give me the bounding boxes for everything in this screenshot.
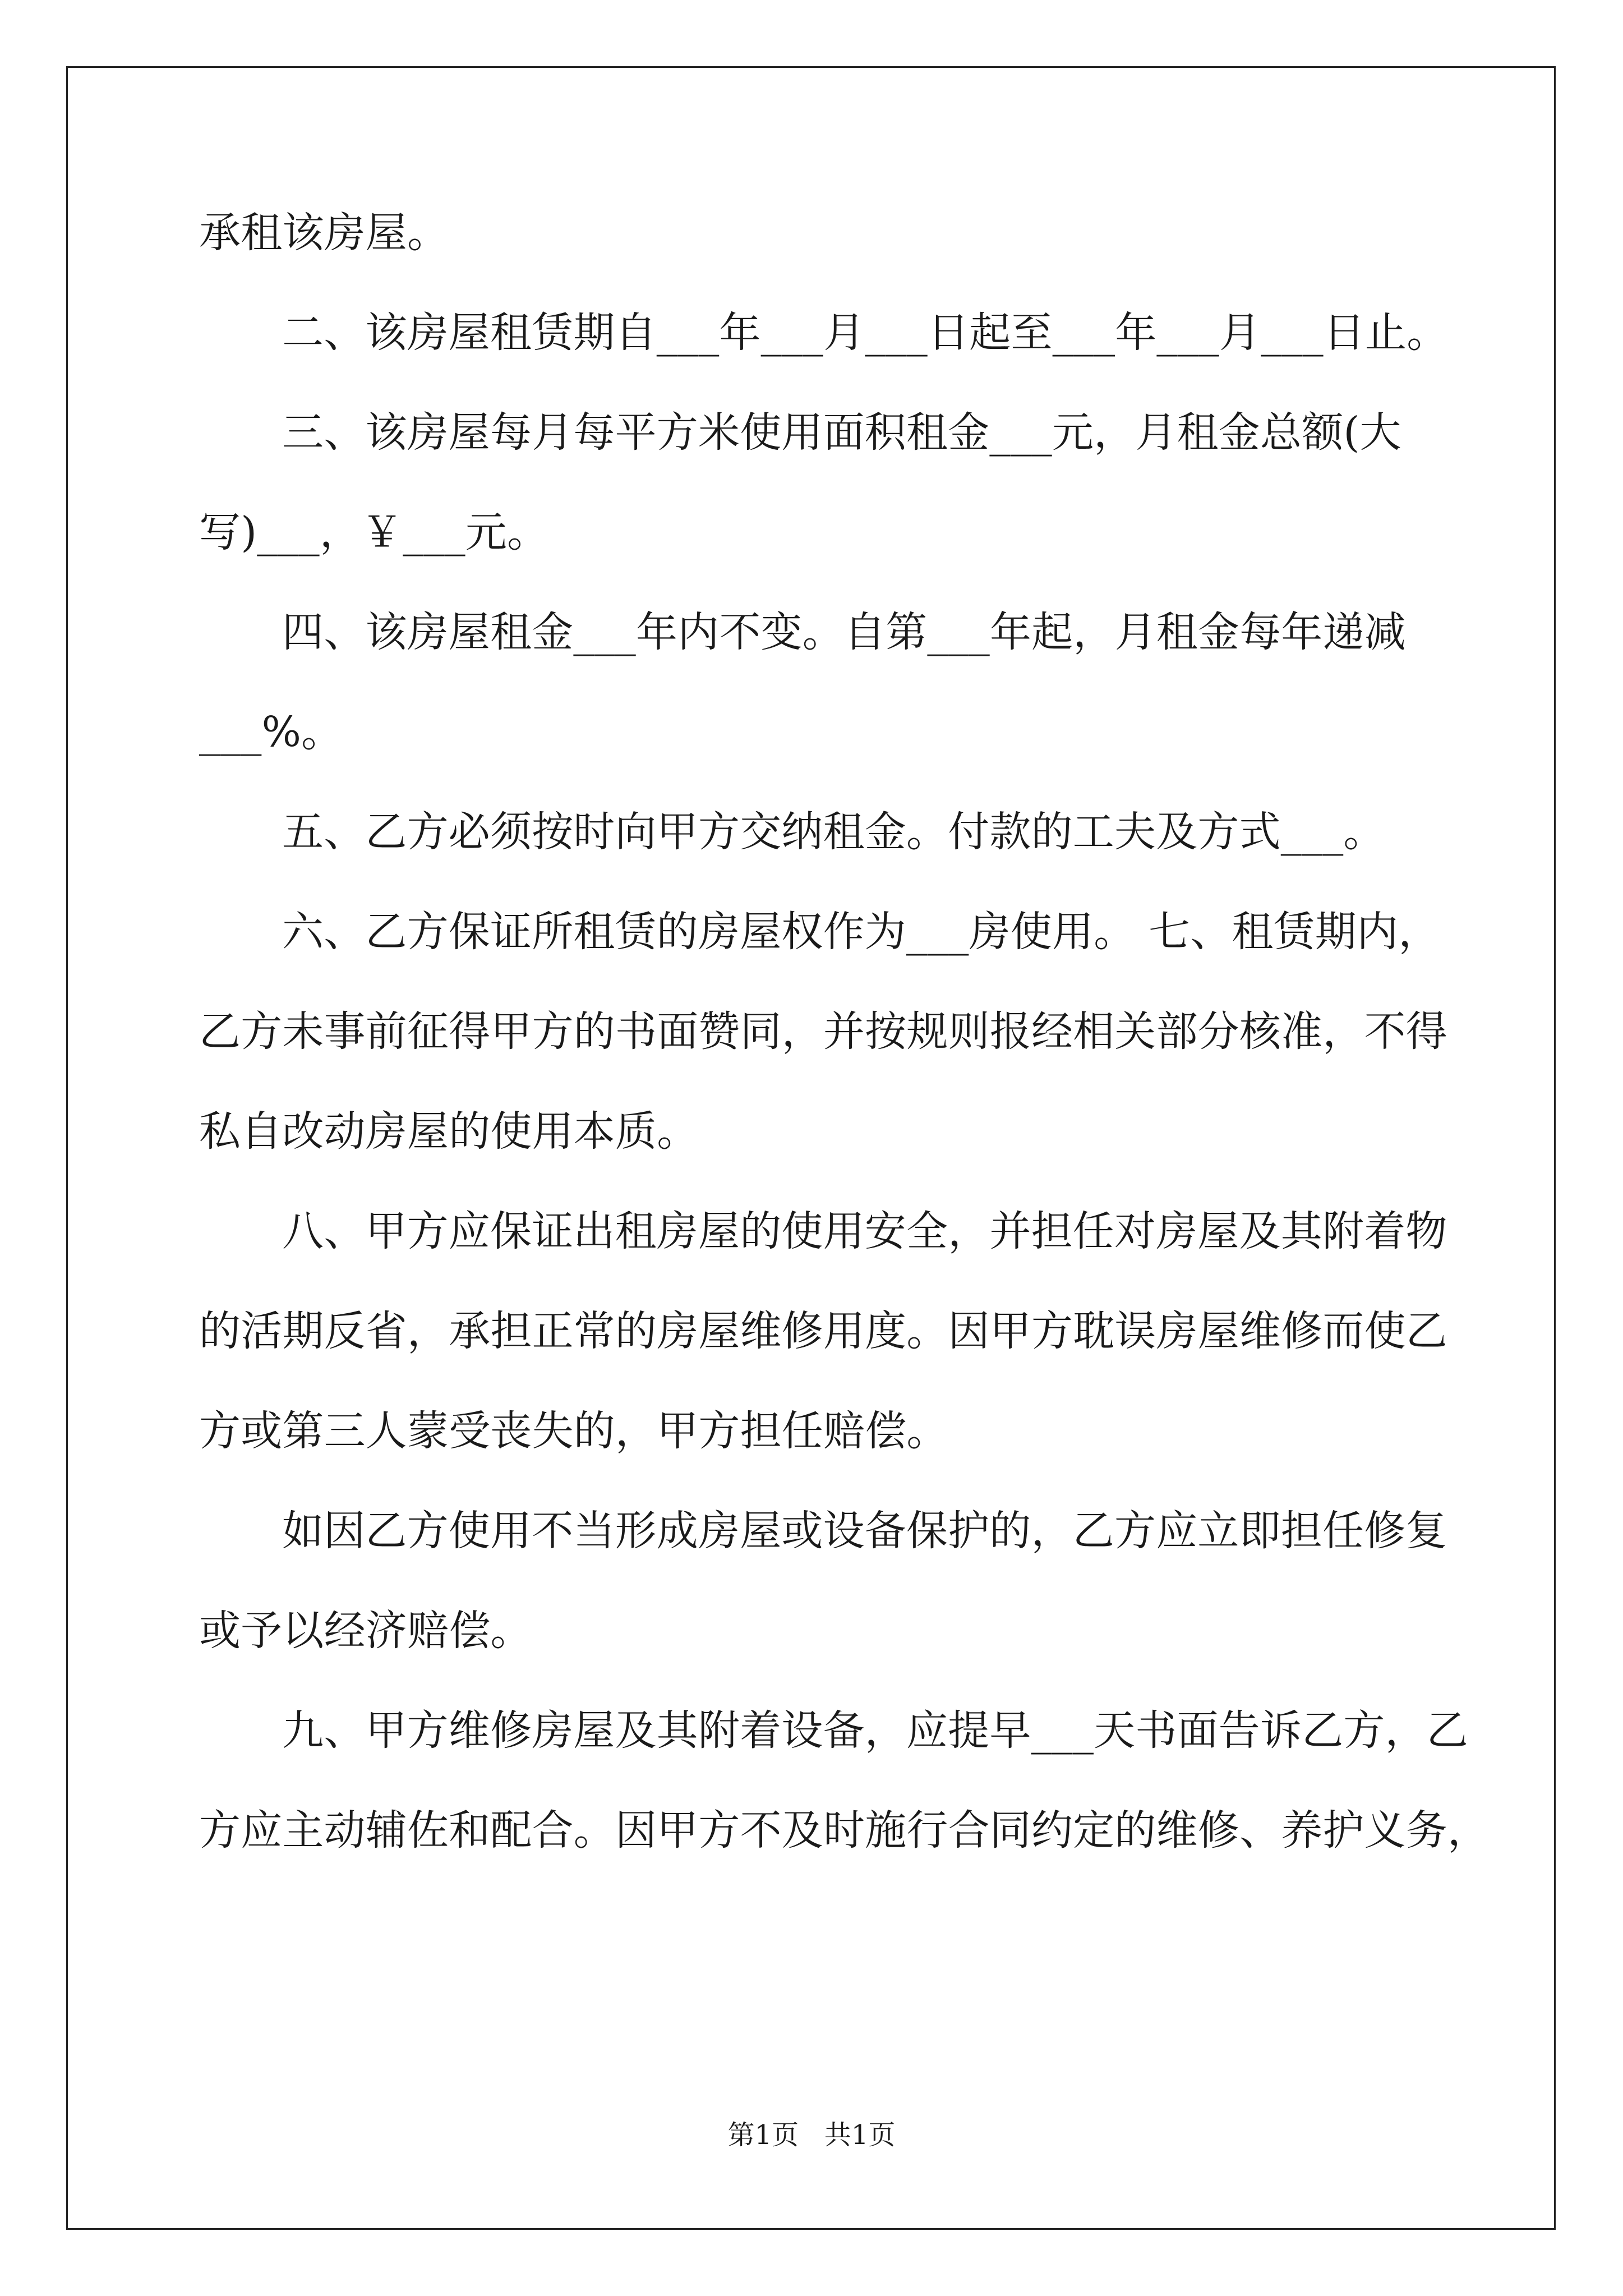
page-footer: 第1页 共1页 — [727, 2119, 896, 2151]
text-line: ___%。 — [199, 708, 343, 756]
text-line: 八、甲方应保证出租房屋的使用安全，并担任对房屋及其附着物 — [282, 1207, 1447, 1255]
text-line: 九、甲方维修房屋及其附着设备，应提早___天书面告诉乙方，乙 — [282, 1706, 1468, 1755]
text-line: 六、乙方保证所租赁的房屋权作为___房使用。 七、租赁期内， — [282, 908, 1440, 956]
text-line: 乙方未事前征得甲方的书面赞同，并按规则报经相关部分核准，不得 — [199, 1007, 1447, 1056]
text-line: 私自改动房屋的使用本质。 — [199, 1107, 699, 1156]
text-line: 方或第三人蒙受丧失的，甲方担任赔偿。 — [199, 1407, 948, 1455]
text-line: 如因乙方使用不当形成房屋或设备保护的，乙方应立即担任修复 — [282, 1507, 1447, 1555]
text-line: 三、该房屋每月每平方米使用面积租金___元，月租金总额(大 — [282, 408, 1401, 457]
text-line: 五、乙方必须按时向甲方交纳租金。付款的工夫及方式___。 — [282, 808, 1385, 856]
text-line: 或予以经济赔偿。 — [199, 1607, 532, 1655]
text-line: 承租该房屋。 — [199, 209, 449, 257]
text-line: 二、该房屋租赁期自___年___月___日起至___年___月___日止。 — [282, 309, 1449, 357]
text-line: 写)___，￥___元。 — [199, 508, 549, 556]
text-line: 方应主动辅佐和配合。因甲方不及时施行合同约定的维修、养护义务， — [199, 1806, 1490, 1855]
text-line: 的活期反省，承担正常的房屋维修用度。因甲方耽误房屋维修而使乙 — [199, 1307, 1447, 1355]
text-line: 四、该房屋租金___年内不变。自第___年起，月租金每年递减 — [282, 608, 1406, 656]
